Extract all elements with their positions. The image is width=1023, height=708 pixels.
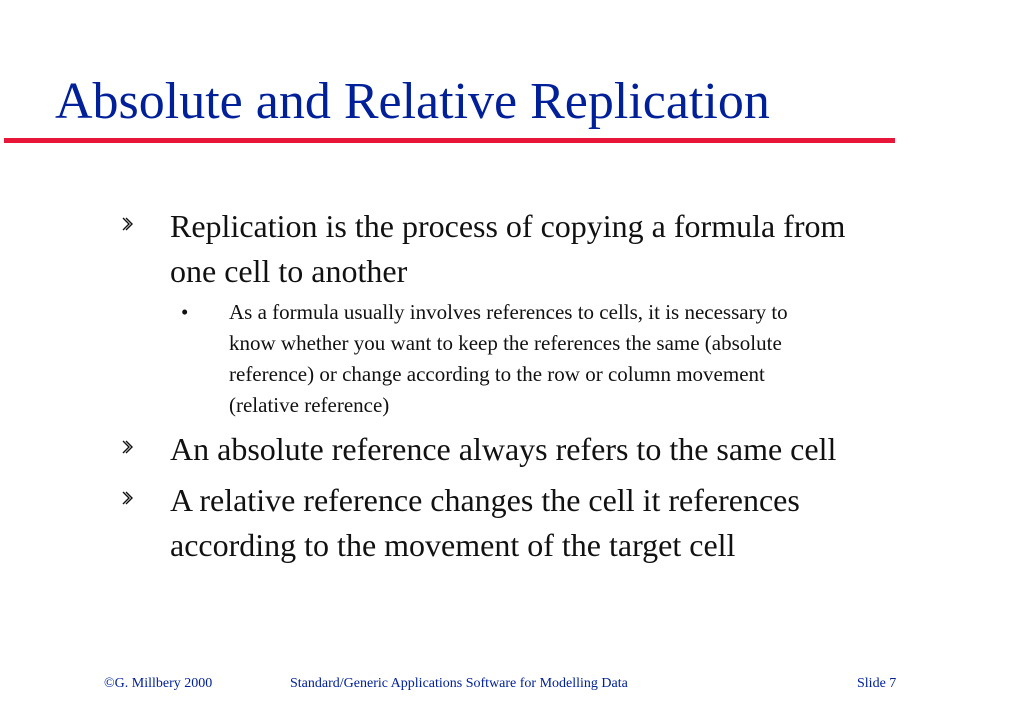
sub-bullet-text-line: know whether you want to keep the references the same (absolute (229, 331, 782, 355)
footer-copyright: ©G. Millbery 2000 (104, 676, 213, 691)
footer-course-title: Standard/Generic Applications Software for Modelling Data (290, 676, 628, 691)
bullet-text-line: according to the movement of the target cell (170, 527, 736, 563)
bullet-item (118, 427, 998, 472)
arrow-bullet-icon (122, 491, 134, 505)
dot-bullet-icon: • (181, 300, 189, 324)
footer-slide-number: Slide 7 (857, 676, 897, 691)
bullet-text-line: one cell to another (170, 253, 408, 289)
bullet-text-line: Replication is the process of copying a formula from (170, 208, 846, 244)
sub-bullet-text-line: As a formula usually involves references to cells, it is necessary to (229, 300, 788, 324)
sub-bullet-text-line: (relative reference) (229, 393, 390, 417)
bullet-item (118, 204, 998, 294)
slide-title: Absolute and Relative Replication (55, 73, 770, 130)
arrow-bullet-icon (122, 217, 134, 231)
title-underline-rule (4, 138, 895, 143)
bullet-list (118, 204, 998, 568)
sub-bullet-text-line: reference) or change according to the row or column movement (229, 362, 765, 386)
bullet-text-line: A relative reference changes the cell it references (170, 482, 800, 518)
sub-bullet-item (118, 297, 998, 421)
bullet-item (118, 478, 998, 568)
bullet-text-line: An absolute reference always refers to the same cell (170, 431, 837, 467)
arrow-bullet-icon (122, 440, 134, 454)
